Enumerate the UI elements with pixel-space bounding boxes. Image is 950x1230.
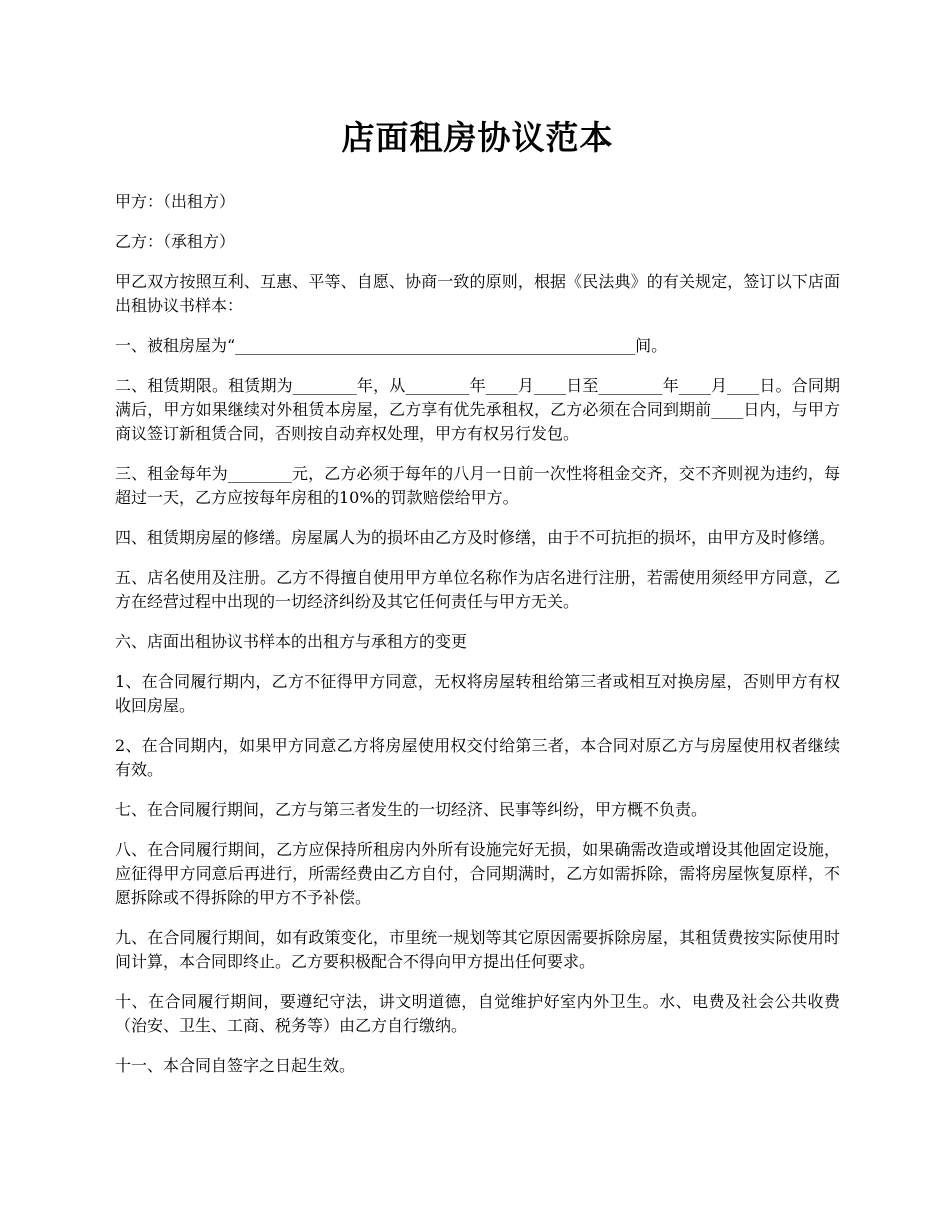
preamble-paragraph: 甲乙双方按照互利、互惠、平等、自愿、协商一致的原则，根据《民法典》的有关规定，签订以下店面出租协议书样本： — [115, 272, 840, 315]
clause-2-lease-term: 二、租赁期限。租赁期为________年，从________年____月____日至________年____月____日。合同期满后，甲方如果继续对外租赁本房屋，乙方享有优先承租权，乙方必须在合同到期前____日内，与甲方商议签订新租赁合同，否则按自动弃权处理，甲方有权另行发包。 — [115, 376, 840, 443]
party-b-line: 乙方：（承租方） — [115, 232, 236, 251]
clause-3-rent: 三、租金每年为________元，乙方必须于每年的八月一日前一次性将租金交齐，交不齐则视为违约，每超过一天，乙方应按每年房租的10%的罚款赔偿给甲方。 — [115, 464, 840, 507]
clause-7-disputes: 七、在合同履行期间，乙方与第三者发生的一切经济、民事等纠纷，甲方概不负责。 — [115, 800, 708, 819]
clause-11-effective-date: 十一、本合同自签字之日起生效。 — [115, 1056, 356, 1075]
clause-1-premises: 一、被租房屋为“__________________________________________________间。 — [115, 336, 668, 355]
document-title: 店面租房协议范本 — [341, 118, 614, 157]
clause-8-facilities: 八、在合同履行期间，乙方应保持所租房内外所有设施完好无损，如果确需改造或增设其他固定设施，应征得甲方同意后再进行，所需经费由乙方自付，合同期满时，乙方如需拆除，需将房屋恢复原样，不愿拆除或不得拆除的甲方不予补偿。 — [115, 840, 840, 907]
clause-10-conduct-fees: 十、在合同履行期间，要遵纪守法，讲文明道德，自觉维护好室内外卫生。水、电费及社会公共收费（治安、卫生、工商、税务等）由乙方自行缴纳。 — [115, 992, 840, 1035]
clause-6-item-1: 1、在合同履行期内，乙方不征得甲方同意，无权将房屋转租给第三者或相互对换房屋，否则甲方有权收回房屋。 — [115, 672, 840, 715]
party-a-line: 甲方：（出租方） — [115, 192, 236, 211]
clause-6-item-2: 2、在合同期内，如果甲方同意乙方将房屋使用权交付给第三者，本合同对原乙方与房屋使用权者继续有效。 — [115, 736, 840, 779]
clause-6-party-change: 六、店面出租协议书样本的出租方与承租方的变更 — [115, 632, 468, 651]
clause-4-repairs: 四、租赁期房屋的修缮。房屋属人为的损坏由乙方及时修缮，由于不可抗拒的损坏，由甲方及时修缮。 — [115, 528, 836, 547]
document-page — [115, 110, 840, 1094]
clause-5-store-name: 五、店名使用及注册。乙方不得擅自使用甲方单位名称作为店名进行注册，若需使用须经甲方同意，乙方在经营过程中出现的一切经济纠纷及其它任何责任与甲方无关。 — [115, 568, 840, 611]
clause-9-policy-change: 九、在合同履行期间，如有政策变化，市里统一规划等其它原因需要拆除房屋，其租赁费按实际使用时间计算，本合同即终止。乙方要积极配合不得向甲方提出任何要求。 — [115, 928, 840, 971]
